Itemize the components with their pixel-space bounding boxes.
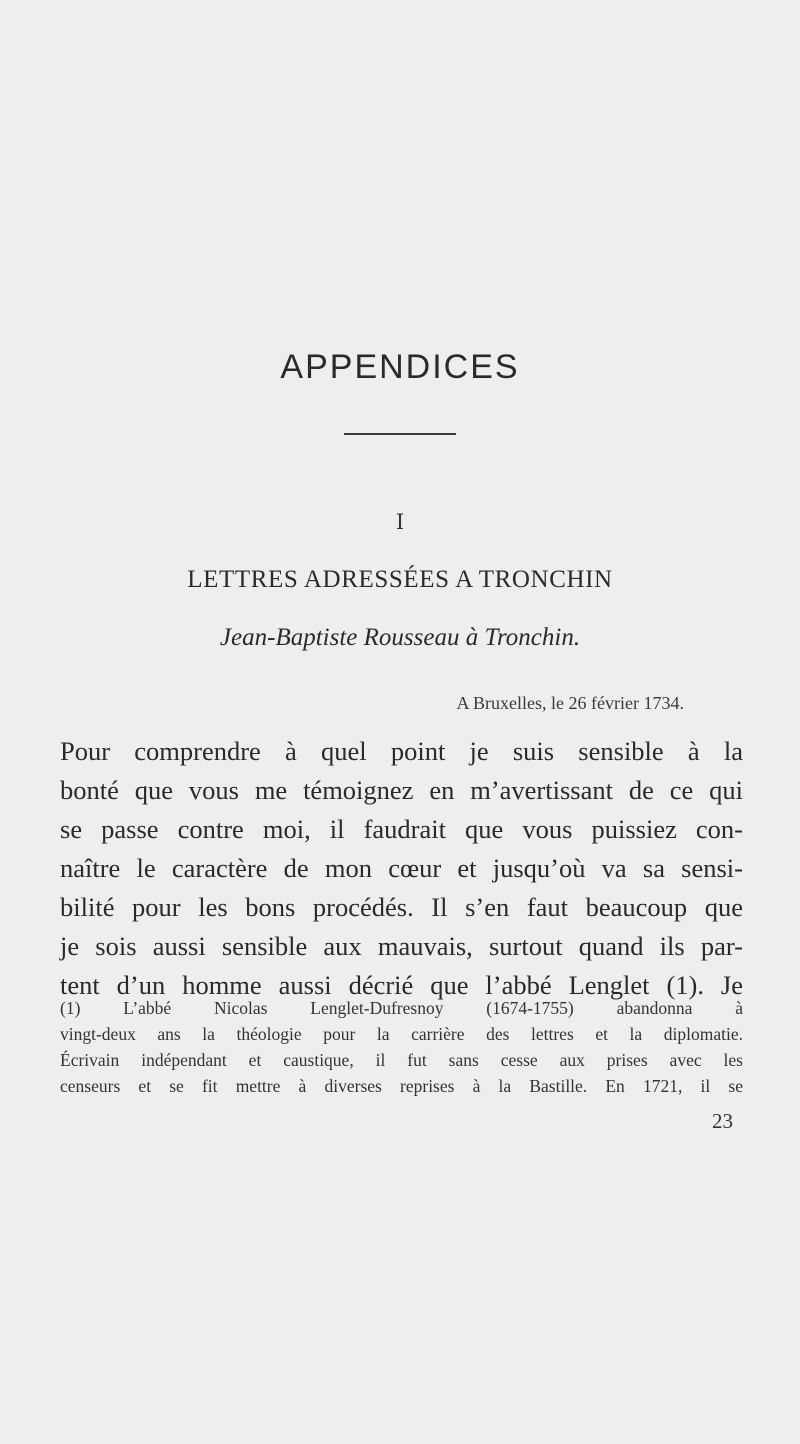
footnote-line: vingt-deux ans la théologie pour la carrière des lettres et la diplomatie. — [60, 1024, 743, 1044]
body-line: naître le caractère de mon cœur et jusqu’où va sa sensi- — [60, 853, 743, 883]
footnote-line: censeurs et se fit mettre à diverses reprises à la Bastille. En 1721, il se — [60, 1076, 743, 1096]
page-heading: APPENDICES — [280, 348, 520, 386]
body-line: je sois aussi sensible aux mauvais, surtout quand ils par- — [60, 931, 743, 961]
body-line: Pour comprendre à quel point je suis sensible à la — [60, 736, 743, 766]
footnote-line: (1) L’abbé Nicolas Lenglet-Dufresnoy (1674-1755) abandonna à — [60, 998, 743, 1018]
page-number: 23 — [712, 1109, 733, 1133]
footnote-line: Écrivain indépendant et caustique, il fut sans cesse aux prises avec les — [60, 1050, 743, 1070]
body-line: bilité pour les bons procédés. Il s’en faut beaucoup que — [60, 892, 743, 922]
heading-rule — [344, 433, 456, 435]
section-title: LETTRES ADRESSÉES A TRONCHIN — [187, 566, 613, 593]
footnote — [60, 995, 743, 1099]
body-line: se passe contre moi, il faudrait que vous puissiez con- — [60, 814, 743, 844]
body-line: tent d’un homme aussi décrié que l’abbé Lenglet (1). Je — [60, 970, 743, 1000]
letter-body — [60, 732, 743, 1005]
letter-subtitle: Jean-Baptiste Rousseau à Tronchin. — [219, 624, 581, 651]
letter-dateline: A Bruxelles, le 26 février 1734. — [456, 693, 684, 713]
body-line: bonté que vous me témoignez en m’avertissant de ce qui — [60, 775, 743, 805]
section-number: I — [395, 510, 405, 534]
